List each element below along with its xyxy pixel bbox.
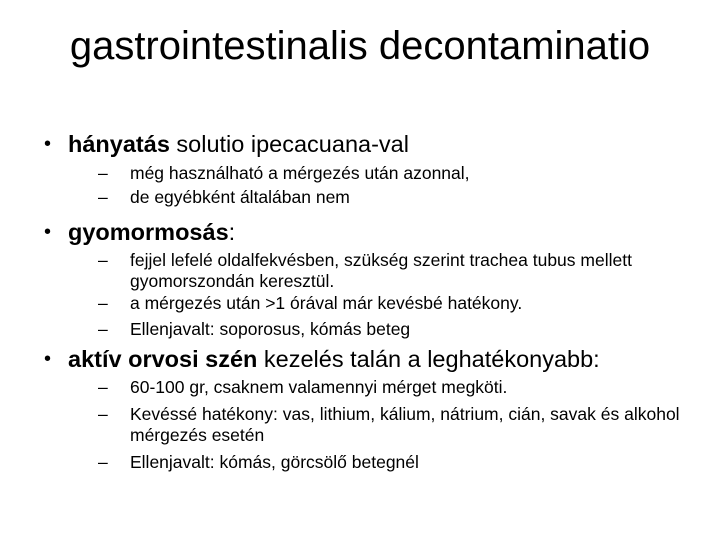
dash-glyph: – bbox=[98, 404, 108, 424]
dash-glyph: – bbox=[98, 187, 108, 207]
sub-item-text: Ellenjavalt: kómás, görcsölő betegnél bbox=[130, 452, 419, 472]
dash-glyph: – bbox=[98, 319, 108, 339]
sub-item-text: a mérgezés után >1 órával már kevésbé hatékony. bbox=[130, 293, 523, 313]
slide-title: gastrointestinalis decontaminatio bbox=[69, 24, 651, 68]
bullet-glyph: • bbox=[44, 221, 52, 243]
bullet-text bbox=[68, 130, 409, 158]
sub-item-text: még használható a mérgezés után azonnal, bbox=[130, 163, 470, 183]
bullet-keyword: hányatás bbox=[68, 131, 170, 157]
bullet-rest: kezelés talán a leghatékonyabb: bbox=[257, 346, 600, 372]
dash-glyph: – bbox=[98, 452, 108, 472]
bullet-glyph: • bbox=[44, 133, 52, 155]
sub-item-text: Ellenjavalt: soporosus, kómás beteg bbox=[130, 319, 411, 339]
bullet-keyword: gyomormosás bbox=[68, 219, 229, 245]
dash-glyph: – bbox=[98, 293, 108, 313]
dash-glyph: – bbox=[98, 163, 108, 183]
bullet-rest: : bbox=[228, 219, 236, 245]
sub-item-text: de egyébként általában nem bbox=[130, 187, 350, 207]
bullet-text bbox=[68, 345, 600, 373]
sub-item-text: fejjel lefelé oldalfekvésben, szükség szerint trachea tubus mellett gyomorszondán keresztül. bbox=[130, 250, 632, 291]
sub-item-text: Kevéssé hatékony: vas, lithium, kálium, nátrium, cián, savak és alkohol mérgezés esetén bbox=[130, 404, 680, 445]
dash-glyph: – bbox=[98, 250, 108, 270]
sub-item-text: 60-100 gr, csaknem valamennyi mérget megköti. bbox=[130, 377, 508, 397]
bullet-keyword: aktív orvosi szén bbox=[68, 346, 258, 372]
bullet-glyph: • bbox=[44, 348, 52, 370]
dash-glyph: – bbox=[98, 377, 108, 397]
bullet-rest: solutio ipecacuana-val bbox=[169, 131, 409, 157]
bullet-text bbox=[68, 218, 235, 246]
